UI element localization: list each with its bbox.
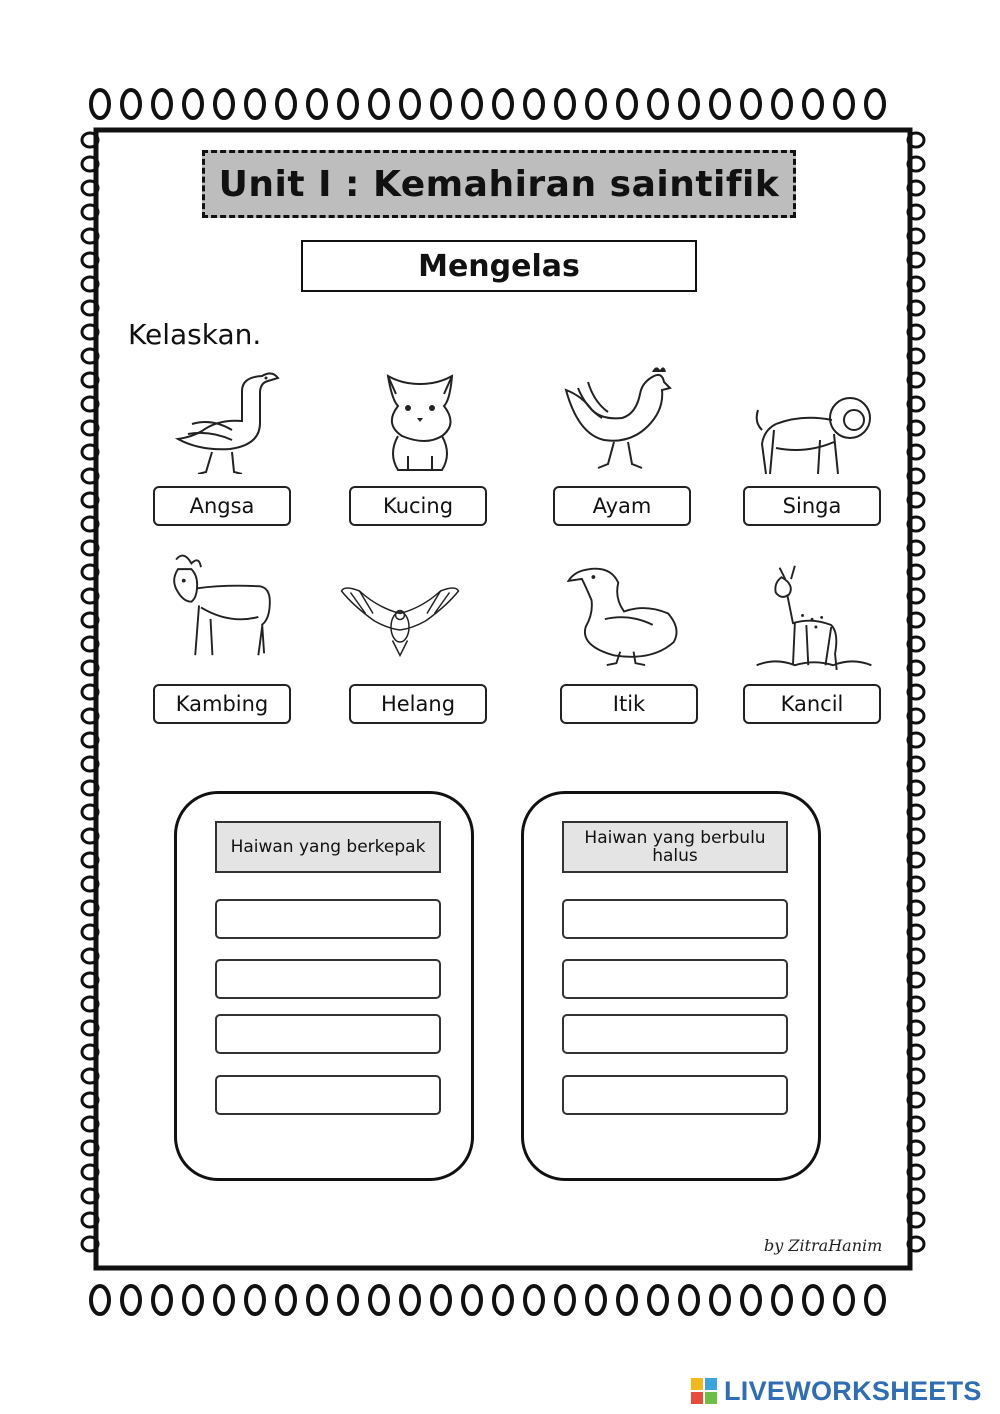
answer-slot[interactable] <box>562 1075 788 1115</box>
duck-icon <box>564 556 684 666</box>
instruction-text: Kelaskan. <box>128 318 262 351</box>
answer-slot[interactable] <box>562 959 788 999</box>
animal-label[interactable]: Kancil <box>743 684 881 724</box>
answer-slot[interactable] <box>215 1075 441 1115</box>
liveworksheets-logo-icon <box>690 1377 718 1405</box>
animal-label[interactable]: Kambing <box>153 684 291 724</box>
animal-label[interactable]: Singa <box>743 486 881 526</box>
animal-label[interactable]: Helang <box>349 684 487 724</box>
deer-icon <box>754 560 874 670</box>
footer-brand[interactable] <box>690 1374 982 1408</box>
answer-slot[interactable] <box>215 959 441 999</box>
animal-label[interactable]: Ayam <box>553 486 691 526</box>
chicken-icon <box>558 364 678 474</box>
lion-icon <box>754 380 874 490</box>
answer-slot[interactable] <box>562 899 788 939</box>
answer-slot[interactable] <box>562 1014 788 1054</box>
cat-icon <box>360 364 480 474</box>
footer-brand-text: LIVEWORKSHEETS <box>724 1375 982 1406</box>
group-heading: Haiwan yang berbulu halus <box>562 821 788 873</box>
goat-icon <box>162 550 282 660</box>
animal-label[interactable]: Kucing <box>349 486 487 526</box>
animal-label[interactable]: Angsa <box>153 486 291 526</box>
group-panel-berkepak <box>174 791 474 1181</box>
page-subtitle: Mengelas <box>301 240 697 292</box>
group-heading: Haiwan yang berkepak <box>215 821 441 873</box>
eagle-icon <box>340 566 460 676</box>
goose-icon <box>162 364 282 474</box>
answer-slot[interactable] <box>215 899 441 939</box>
animal-label[interactable]: Itik <box>560 684 698 724</box>
author-credit: by ZitraHanim <box>764 1236 883 1255</box>
answer-slot[interactable] <box>215 1014 441 1054</box>
group-panel-berbulu-halus <box>521 791 821 1181</box>
page-title: Unit I : Kemahiran saintifik <box>202 150 796 218</box>
